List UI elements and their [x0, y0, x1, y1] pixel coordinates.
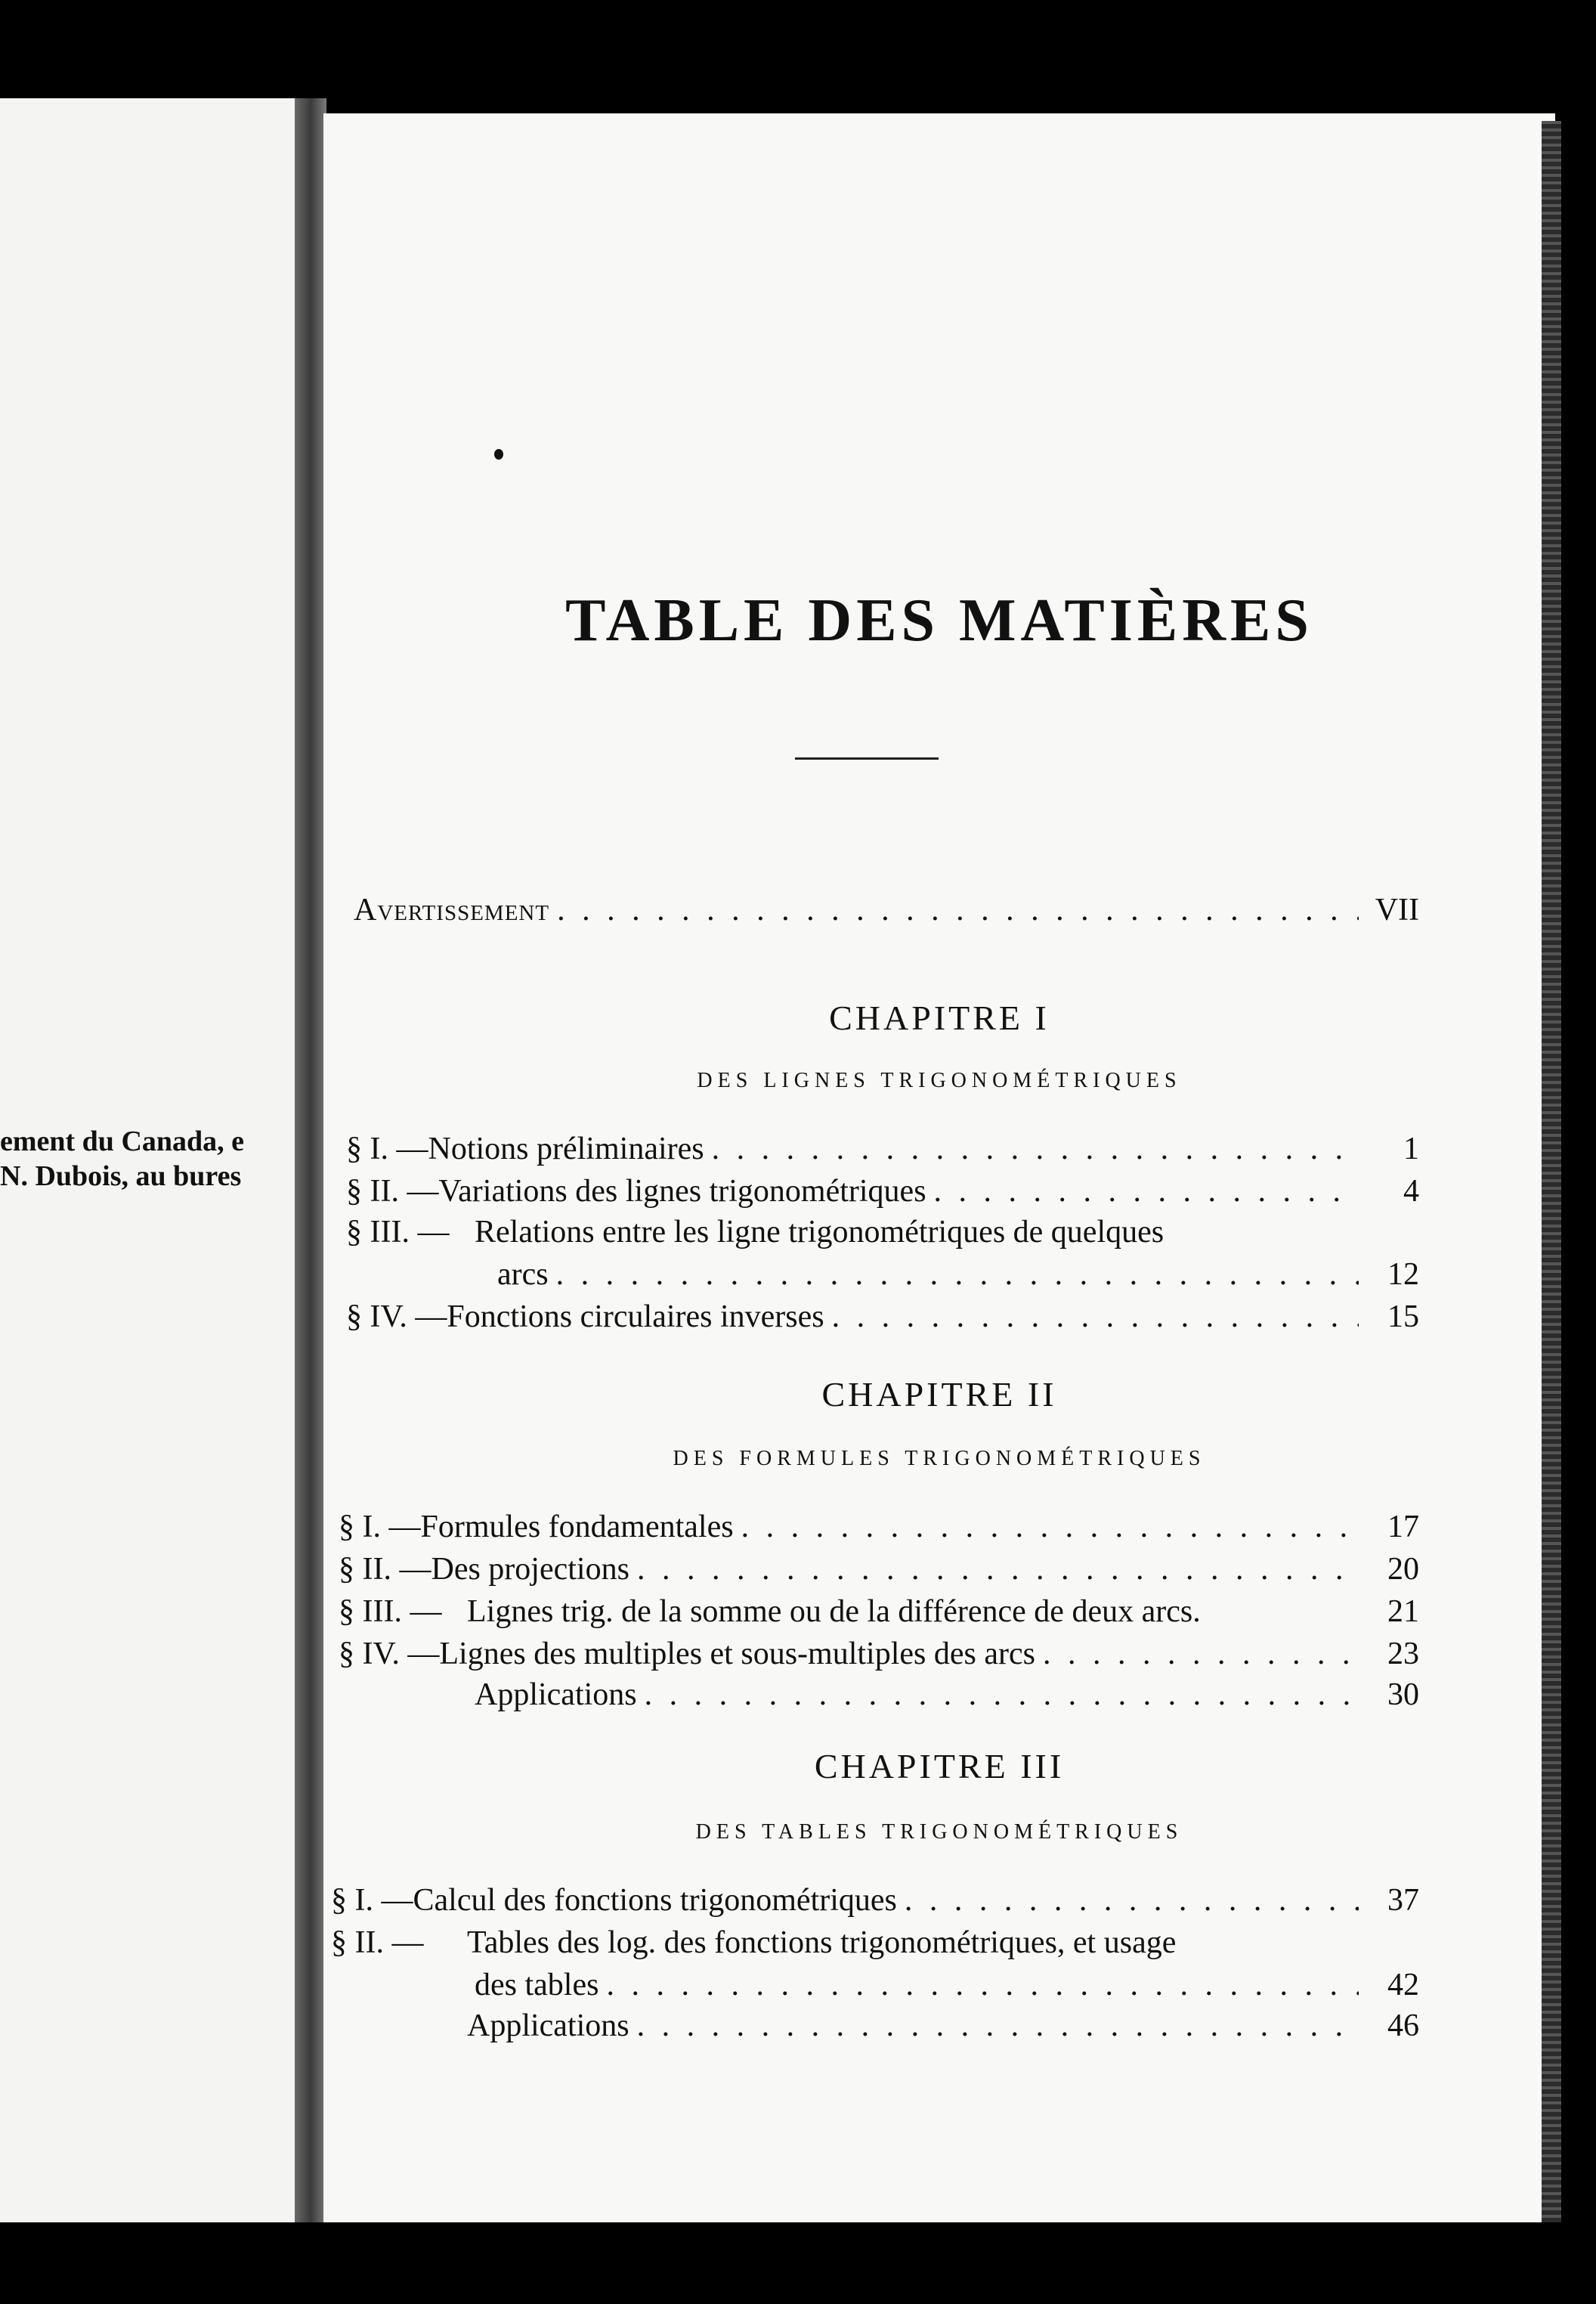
chapter-subtitle: DES TABLES TRIGONOMÉTRIQUES	[695, 1820, 1183, 1844]
dot-leader	[637, 2008, 1359, 2044]
toc-entry-title-cont: des tables	[475, 1968, 599, 2002]
dot-leader	[606, 1967, 1359, 2003]
toc-entry-title: Lignes trig. de la somme ou de la différence de deux arcs.	[467, 1594, 1201, 1629]
toc-page-number: 4	[1403, 1174, 1419, 1209]
toc-entry-title: Relations entre les ligne trigonométriques de quelques	[475, 1215, 1165, 1250]
toc-entry	[339, 1551, 1419, 1587]
left-page-fragment	[0, 98, 310, 2222]
dot-leader	[905, 1882, 1359, 1918]
toc-page	[323, 113, 1555, 2222]
toc-section-number: § I. —	[331, 1883, 413, 1918]
toc-entry-title-cont: arcs	[497, 1257, 549, 1292]
toc-page-number: 23	[1387, 1637, 1419, 1671]
dot-leader	[556, 1256, 1359, 1293]
toc-page-number: 30	[1387, 1677, 1419, 1712]
toc-section-number: § IV. —	[346, 1299, 447, 1334]
toc-page-number: 12	[1387, 1257, 1419, 1292]
toc-page-number: 21	[1387, 1594, 1419, 1629]
dot-leader	[1043, 1636, 1359, 1672]
ink-speck	[494, 449, 503, 460]
toc-entry-title: Avertissement	[354, 893, 550, 927]
toc-page-number: 15	[1387, 1299, 1419, 1334]
toc-page-number: 17	[1387, 1510, 1419, 1544]
left-page-line: N. Dubois, au bures	[0, 1160, 242, 1192]
toc-entry-continuation	[475, 1967, 1419, 2003]
toc-entry-title: Fonctions circulaires inverses	[447, 1299, 824, 1334]
dot-leader	[712, 1131, 1359, 1167]
toc-section-number: § III. —	[346, 1215, 450, 1250]
toc-entry-title: Des projections	[431, 1552, 629, 1587]
toc-entry	[339, 1636, 1419, 1672]
toc-page-number: VII	[1375, 893, 1419, 927]
dot-leader	[557, 892, 1359, 928]
toc-section-number: § III. —	[339, 1594, 442, 1629]
toc-entry-title: Applications	[467, 2008, 629, 2043]
toc-entry	[346, 1131, 1419, 1167]
chapter-heading: CHAPITRE II	[821, 1375, 1057, 1414]
toc-section-number: § II. —	[346, 1174, 439, 1209]
toc-entry-title: Tables des log. des fonctions trigonométriques, et usage	[467, 1925, 1177, 1960]
toc-entry	[346, 1299, 1419, 1335]
toc-entry	[331, 1882, 1419, 1918]
toc-page-number: 42	[1387, 1968, 1419, 2002]
dot-leader	[637, 1551, 1359, 1587]
book-spine	[295, 98, 326, 2222]
toc-entry-title: Applications	[475, 1677, 637, 1712]
title-rule	[795, 757, 939, 760]
toc-page-number: 1	[1403, 1132, 1419, 1166]
toc-entry-title: Lignes des multiples et sous-multiples des arcs	[439, 1637, 1035, 1671]
chapter-heading: CHAPITRE III	[814, 1747, 1065, 1785]
toc-page-number: 20	[1387, 1552, 1419, 1587]
toc-entry-title: Notions préliminaires	[428, 1132, 704, 1166]
toc-entry	[475, 1677, 1419, 1713]
dot-leader	[645, 1677, 1359, 1713]
toc-entry	[346, 1173, 1419, 1209]
toc-section-number: § I. —	[346, 1132, 428, 1166]
toc-section-number: § II. —	[331, 1925, 424, 1960]
left-page-line: ement du Canada, e	[0, 1126, 245, 1157]
toc-entry-first-line	[346, 1214, 1164, 1250]
toc-entry-title: Formules fondamentales	[420, 1510, 734, 1544]
toc-section-number: § IV. —	[339, 1637, 440, 1671]
toc-entry	[339, 1593, 1419, 1630]
toc-page-number: 37	[1387, 1883, 1419, 1918]
dot-leader	[934, 1173, 1359, 1209]
toc-page-number: 46	[1387, 2008, 1419, 2043]
toc-section-number: § II. —	[339, 1552, 431, 1587]
toc-entry-preface	[354, 892, 1419, 928]
toc-entry	[339, 1509, 1419, 1545]
toc-entry-first-line	[331, 1925, 1176, 1961]
page-edge	[1542, 121, 1561, 2222]
dot-leader	[741, 1509, 1359, 1545]
toc-entry-continuation	[497, 1256, 1419, 1293]
toc-entry-title: Variations des lignes trigonométriques	[438, 1174, 926, 1209]
page-title: TABLE DES MATIÈRES	[565, 587, 1313, 654]
toc-entry-title: Calcul des fonctions trigonométriques	[413, 1883, 897, 1918]
toc-section-number: § I. —	[339, 1510, 421, 1544]
toc-entry	[467, 2008, 1419, 2044]
chapter-subtitle: DES LIGNES TRIGONOMÉTRIQUES	[697, 1069, 1182, 1092]
chapter-heading: CHAPITRE I	[829, 999, 1050, 1037]
dot-leader	[832, 1299, 1359, 1335]
chapter-subtitle: DES FORMULES TRIGONOMÉTRIQUES	[673, 1447, 1206, 1470]
